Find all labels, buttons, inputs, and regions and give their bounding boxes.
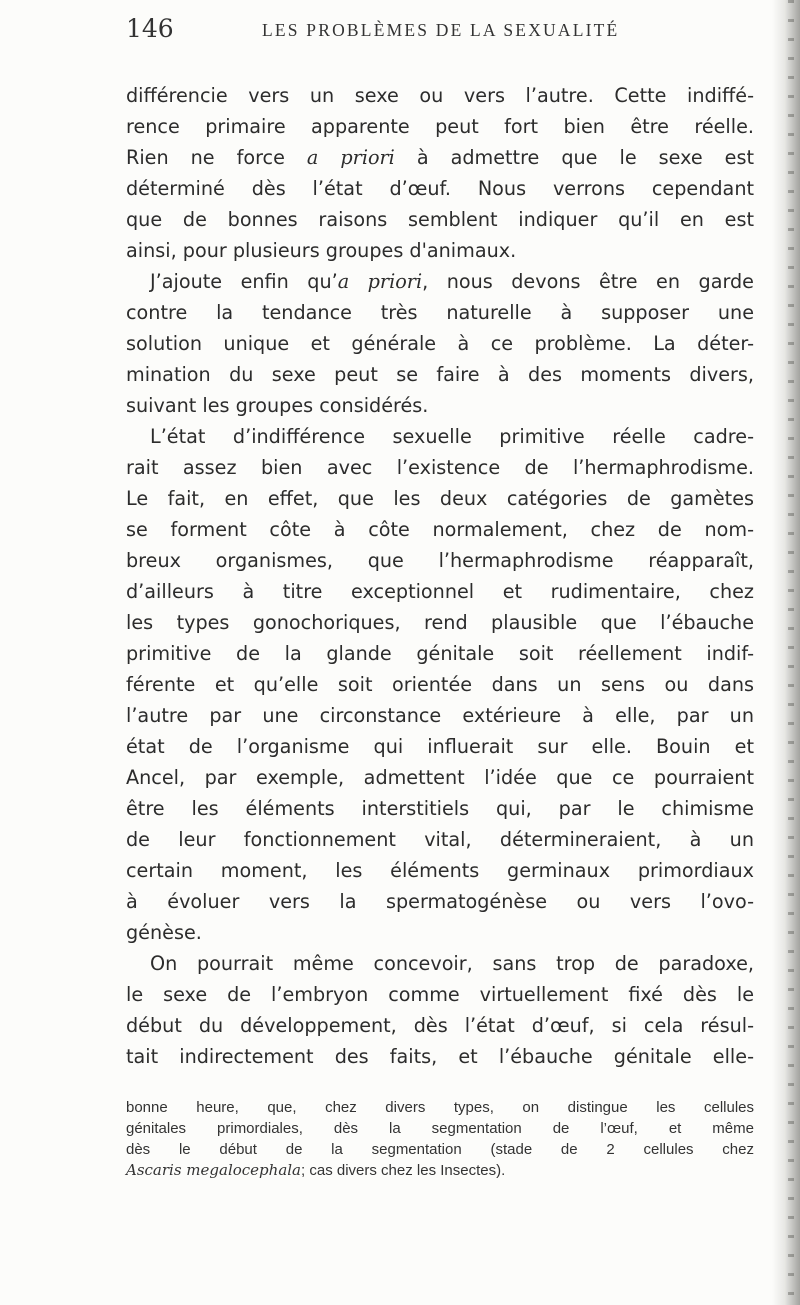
text-line: état de l’organisme qui influerait sur elle. Bouin et	[126, 735, 754, 758]
text-line: de leur fonctionnement vital, détermineraient, à un	[126, 828, 754, 851]
species-name: Ascaris megalocephala	[126, 1161, 302, 1179]
text-span: Rien ne force	[126, 146, 307, 169]
text-line: contre la tendance très naturelle à supposer une	[126, 301, 754, 324]
text-line: certain moment, les éléments germinaux primordiaux	[126, 859, 754, 882]
text-line: Le fait, en effet, que les deux catégories de gamètes	[126, 487, 754, 510]
running-title: LES PROBLÈMES DE LA SEXUALITÉ	[262, 20, 620, 40]
text-line: L’état d’indifférence sexuelle primitive réelle cadre-	[150, 425, 754, 448]
page-edge-shadow	[772, 0, 800, 1305]
text-line: rait assez bien avec l’existence de l’hermaphrodisme.	[126, 456, 754, 479]
footnote	[126, 1097, 754, 1181]
page-edge-speckle	[788, 0, 794, 1305]
text-line: le sexe de l’embryon comme virtuellement fixé dès le	[126, 983, 754, 1006]
text-line: férente et qu’elle soit orientée dans un sens ou dans	[126, 673, 754, 696]
text-line: différencie vers un sexe ou vers l’autre. Cette indiffé-	[126, 84, 754, 107]
text-span: ; cas divers chez les Insectes).	[301, 1162, 506, 1179]
text-line: rence primaire apparente peut fort bien être réelle.	[126, 115, 754, 138]
text-line	[126, 142, 754, 173]
body-text	[126, 80, 754, 1072]
text-line: suivant les groupes considérés.	[126, 394, 429, 417]
italic-phrase: a priori	[306, 146, 395, 169]
text-line: tait indirectement des faits, et l’ébauche génitale elle-	[126, 1045, 754, 1068]
text-line: ainsi, pour plusieurs groupes d'animaux.	[126, 239, 517, 262]
text-line: déterminé dès l’état d’œuf. Nous verrons cependant	[126, 177, 754, 200]
text-line	[126, 266, 754, 297]
text-line: que de bonnes raisons semblent indiquer qu’il en est	[126, 208, 754, 231]
text-line: mination du sexe peut se faire à des moments divers,	[126, 363, 754, 386]
italic-phrase: a priori	[337, 270, 423, 293]
text-line: d’ailleurs à titre exceptionnel et rudimentaire, chez	[126, 580, 754, 603]
footnote-line: génitales primordiales, dès la segmentation de l’œuf, et même	[126, 1120, 754, 1137]
text-line: à évoluer vers la spermatogénèse ou vers l’ovo-	[126, 890, 754, 913]
text-line: l’autre par une circonstance extérieure à elle, par un	[126, 704, 754, 727]
text-line: génèse.	[126, 921, 202, 944]
page-header	[126, 14, 746, 54]
footnote-line: bonne heure, que, chez divers types, on distingue les cellules	[126, 1099, 754, 1116]
text-line: breux organismes, que l’hermaphrodisme réapparaît,	[126, 549, 754, 572]
text-line: primitive de la glande génitale soit réellement indif-	[126, 642, 754, 665]
text-span: J’ajoute enfin qu’	[150, 270, 338, 293]
text-line: On pourrait même concevoir, sans trop de paradoxe,	[150, 952, 754, 975]
text-line: solution unique et générale à ce problème. La déter-	[126, 332, 754, 355]
text-line: début du développement, dès l’état d’œuf, si cela résul-	[126, 1014, 754, 1037]
text-span: à admettre que le sexe est	[394, 146, 754, 169]
text-line: les types gonochoriques, rend plausible que l’ébauche	[126, 611, 754, 634]
text-line: se forment côte à côte normalement, chez de nom-	[126, 518, 754, 541]
footnote-line	[126, 1160, 754, 1181]
text-line: Ancel, par exemple, admettent l’idée que ce pourraient	[126, 766, 754, 789]
page-number: 146	[126, 14, 174, 43]
text-line: être les éléments interstitiels qui, par le chimisme	[126, 797, 754, 820]
footnote-line: dès le début de la segmentation (stade de 2 cellules chez	[126, 1141, 754, 1158]
text-span: , nous devons être en garde	[422, 270, 754, 293]
